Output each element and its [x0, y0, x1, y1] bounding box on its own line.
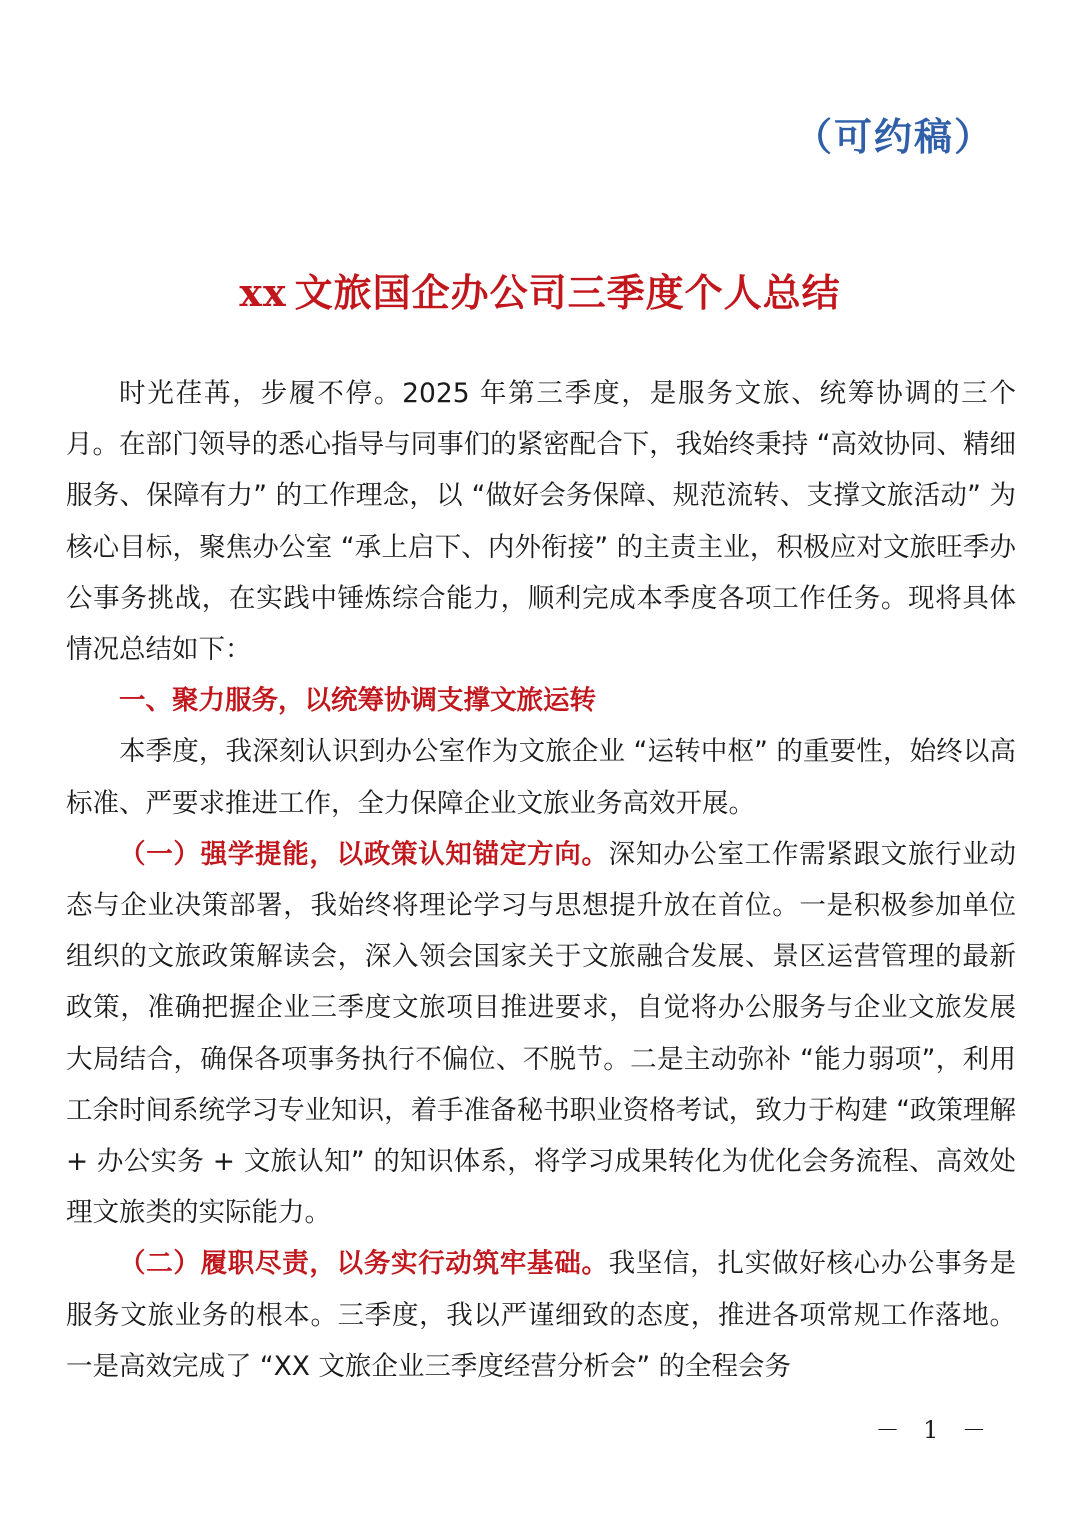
section-lead-paragraph: 本季度，我深刻认识到办公室作为文旅企业 “运转中枢” 的重要性，始终以高标准、严要求推进工作，全力保障企业文旅业务高效开展。 — [66, 736, 1016, 819]
title-main: 文旅国企办公司三季度个人总结 — [294, 271, 841, 315]
subsection-2-heading: （二）履职尽责，以务实行动筑牢基础。 — [119, 1248, 609, 1280]
title-prefix: xx — [239, 270, 287, 315]
subsection-1-heading: （一）强学提能，以政策认知锚定方向。 — [119, 838, 609, 870]
page-number: － 1 － — [875, 1416, 994, 1444]
section-heading: 一、聚力服务，以统筹协调支撑文旅运转 — [119, 685, 596, 717]
subsection-1-text: 深知办公室工作需紧跟文旅行业动态与企业决策部署，我始终将理论学习与思想提升放在首位。一是积极参加单位组织的文旅政策解读会，深入领会国家关于文旅融合发展、景区运营管理的最新政策，准确把握企业三季度文旅项目推进要求，自觉将办公服务与企业文旅发展大局结合，确保各项事务执行不偏位、不脱节。二是主动弥补 “能力弱项”，利用工余时间系统学习专业知识，着手准备秘书职业资格考试，致力于构建 “政策理解 + 办公实务 + 文旅认知” 的知识体系，将学习成果转化为优化会务流程、高效处理文旅类的实际能力。 — [66, 838, 1016, 1229]
document-title — [0, 262, 1080, 317]
document-body — [66, 368, 1016, 1392]
subsection-1-paragraph — [66, 829, 1016, 1239]
header-tag: （可约稿） — [793, 115, 994, 159]
subsection-2-text: 我坚信，扎实做好核心办公事务是服务文旅业务的根本。三季度，我以严谨细致的态度，推进各项常规工作落地。一是高效完成了 “XX 文旅企业三季度经营分析会” 的全程会务 — [66, 1248, 1016, 1382]
subsection-2-paragraph — [66, 1238, 1016, 1392]
intro-paragraph: 时光荏苒，步履不停。2025 年第三季度，是服务文旅、统筹协调的三个月。在部门领导的悉心指导与同事们的紧密配合下，我始终秉持 “高效协同、精细服务、保障有力” 的工作理念，以 “做好会务保障、规范流转、支撑文旅活动” 为核心目标，聚焦办公室 “承上启下、内外衔接” 的主责主业，积极应对文旅旺季办公事务挑战，在实践中锤炼综合能力，顺利完成本季度各项工作任务。现将具体情况总结如下： — [66, 378, 1016, 666]
